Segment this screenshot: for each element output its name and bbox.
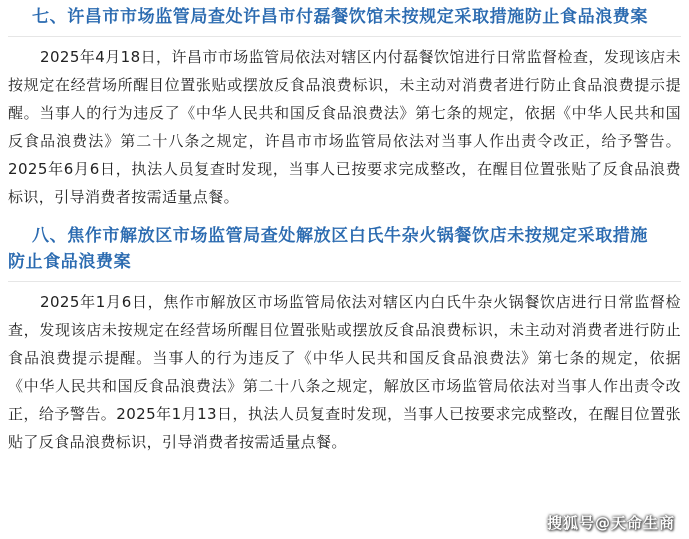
section-8-title-line2: 防止食品浪费案 xyxy=(8,252,132,272)
section-8-title xyxy=(8,211,681,275)
section-divider xyxy=(8,281,681,282)
sohu-watermark: 搜狐号@天命生商 xyxy=(546,514,675,532)
section-7-body: 2025年4月18日，许昌市市场监管局依法对辖区内付磊餐饮馆进行日常监督检查，发现该店未按规定在经营场所醒目位置张贴或摆放反食品浪费标识，未主动对消费者进行防止食品浪费提示提醒。当事人的行为违反了《中华人民共和国反食品浪费法》第七条的规定，依据《中华人民共和国反食品浪费法》第二十八条之规定，许昌市市场监管局依法对当事人作出责令改正，给予警告。2025年6月6日，执法人员复查时发现，当事人已按要求完成整改，在醒目位置张贴了反食品浪费标识，引导消费者按需适量点餐。 xyxy=(8,48,681,206)
section-7-title: 七、许昌市市场监管局查处许昌市付磊餐饮馆未按规定采取措施防止食品浪费案 xyxy=(32,7,648,27)
section-8-body: 2025年1月6日，焦作市解放区市场监管局依法对辖区内白氏牛杂火锅餐饮店进行日常监督检查，发现该店未按规定在经营场所醒目位置张贴或摆放反食品浪费标识，未主动对消费者进行防止食品浪费提示提醒。当事人的行为违反了《中华人民共和国反食品浪费法》第七条的规定，依据《中华人民共和国反食品浪费法》第二十八条之规定，解放区市场监管局依法对当事人作出责令改正，给予警告。2025年1月13日，执法人员复查时发现，当事人已按要求完成整改，在醒目位置张贴了反食品浪费标识，引导消费者按需适量点餐。 xyxy=(8,293,681,451)
section-8-title-line1: 八、焦作市解放区市场监管局查处解放区白氏牛杂火锅餐饮店未按规定采取措施 xyxy=(32,226,648,246)
section-divider xyxy=(8,36,681,37)
